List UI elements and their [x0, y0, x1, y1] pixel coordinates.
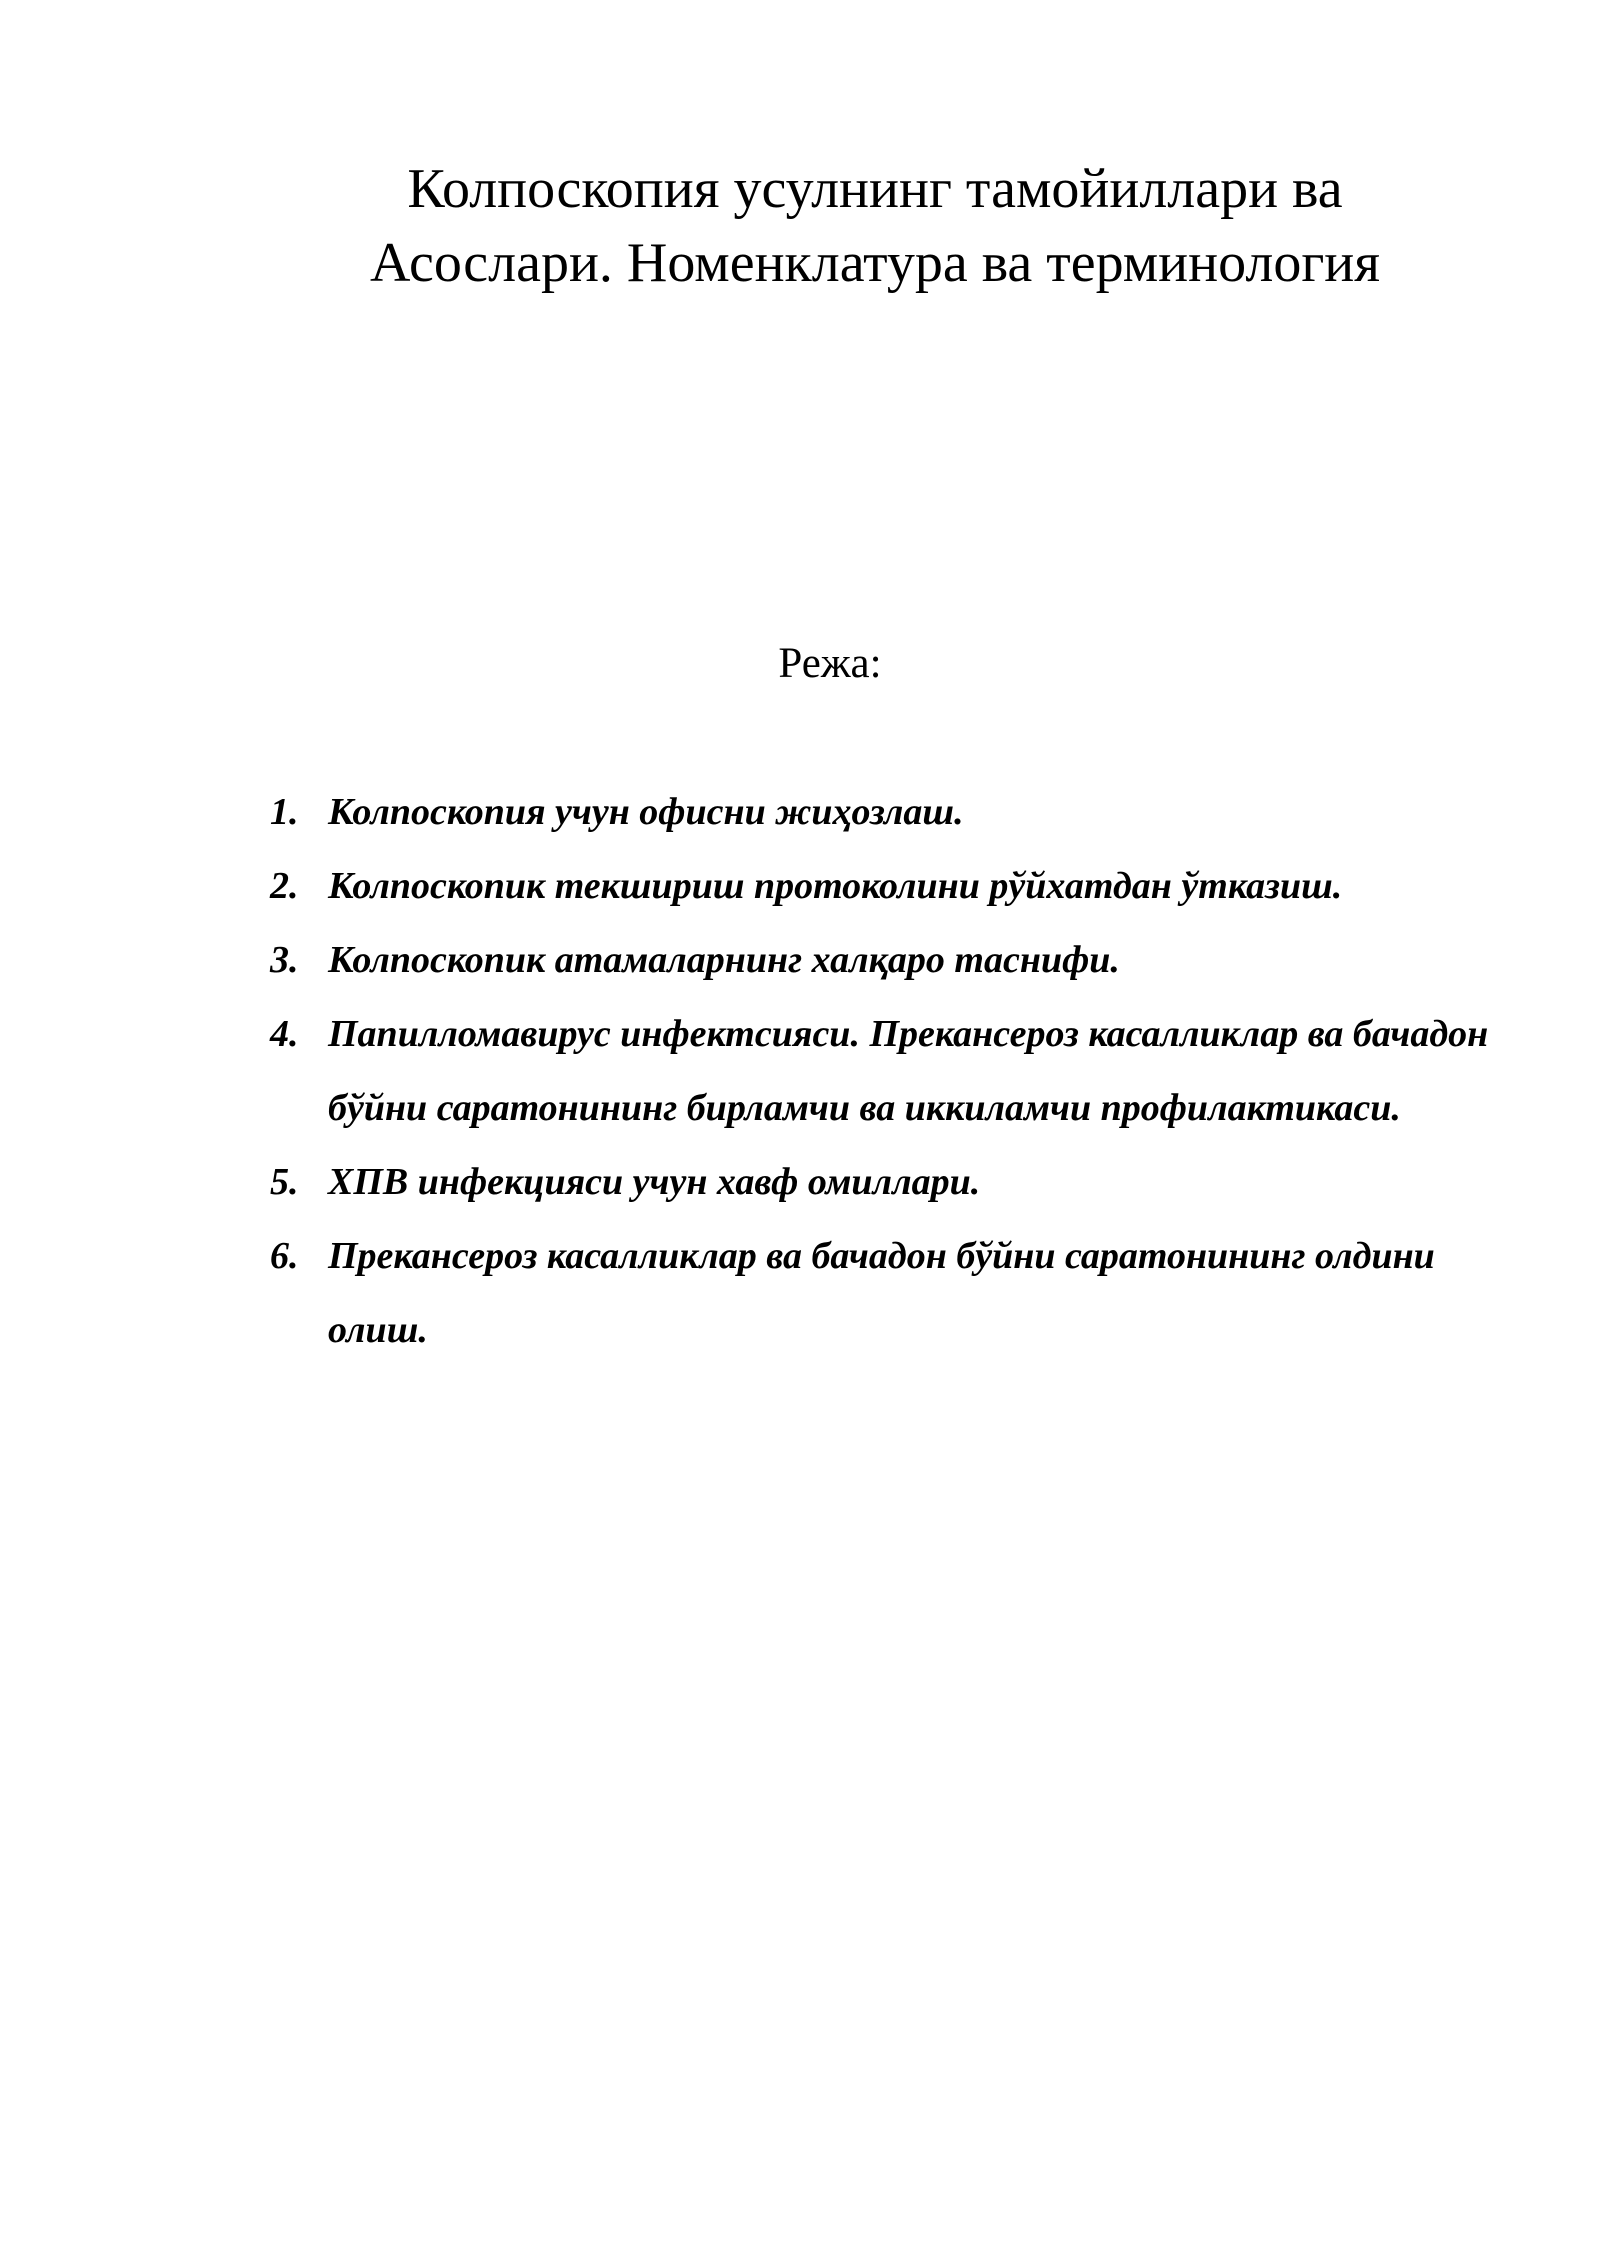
plan-item: [270, 1219, 1510, 1367]
plan-item: [270, 1145, 1510, 1219]
plan-item-number: 5.: [270, 1161, 299, 1203]
plan-item-text: ХПВ инфекцияси учун хавф омиллари.: [328, 1161, 981, 1203]
plan-item: [270, 997, 1510, 1145]
plan-item-number: 6.: [270, 1235, 299, 1277]
plan-item-number: 4.: [270, 1013, 299, 1055]
plan-item-number: 3.: [270, 939, 299, 981]
plan-item-text: Колпоскопия учун офисни жиҳозлаш.: [328, 791, 964, 833]
title-line-1: Колпоскопия усулнинг тамойиллари ва: [407, 158, 1343, 220]
plan-heading: Режа:: [778, 640, 882, 687]
plan-item-number: 2.: [270, 865, 299, 907]
plan-item-number: 1.: [270, 791, 299, 833]
plan-list: [270, 775, 1510, 1367]
plan-item-text: Папилломавирус инфектсияси. Прекансероз касалликлар ва бачадон бўйни саратонининг бирламчи ва иккиламчи профилактикаси.: [328, 1013, 1489, 1129]
document-title: [200, 152, 1550, 300]
plan-item-text: Колпоскопик текшириш протоколини рўйхатдан ўтказиш.: [328, 865, 1343, 907]
plan-item: [270, 849, 1510, 923]
plan-item-text: Колпоскопик атамаларнинг халқаро таснифи.: [328, 939, 1120, 981]
plan-item-text: Прекансероз касалликлар ва бачадон бўйни саратонининг олдини олиш.: [328, 1235, 1435, 1351]
plan-item: [270, 775, 1510, 849]
plan-item: [270, 923, 1510, 997]
title-line-2: Асослари. Номенклатура ва терминология: [369, 232, 1381, 294]
